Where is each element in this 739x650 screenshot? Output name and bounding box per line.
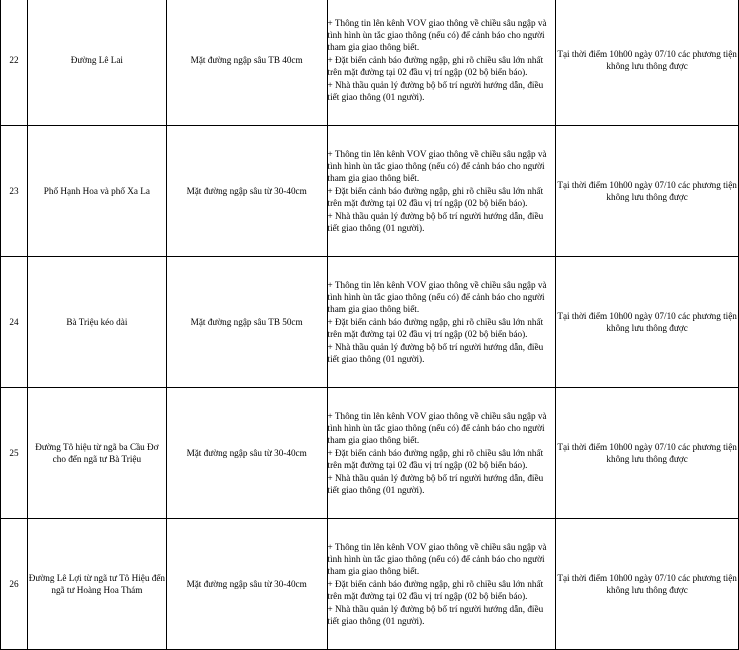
measure-item: + Thông tin lên kênh VOV giao thông về chiều sâu ngập và tình hình ùn tắc giao thông (nếu có) để cảnh báo cho người tham gia giao thông biết. — [327, 410, 547, 446]
traffic-status: Tại thời điểm 10h00 ngày 07/10 các phương tiện không lưu thông được — [556, 519, 739, 650]
response-measures — [327, 388, 556, 519]
table-row — [1, 126, 739, 257]
road-name: Đường Lê Lợi từ ngã tư Tô Hiệu đến ngã tư Hoàng Hoa Thám — [27, 519, 166, 650]
measure-item: + Thông tin lên kênh VOV giao thông về chiều sâu ngập và tình hình ùn tắc giao thông (nếu có) để cảnh báo cho người tham gia giao thông biết. — [327, 541, 547, 577]
measure-item: + Thông tin lên kênh VOV giao thông về chiều sâu ngập và tình hình ùn tắc giao thông (nếu có) để cảnh báo cho người tham gia giao thông biết. — [327, 148, 547, 184]
measure-item: + Nhà thầu quản lý đường bộ bố trí người hướng dẫn, điều tiết giao thông (01 người). — [327, 603, 544, 627]
measure-item: + Đặt biển cảnh báo đường ngập, ghi rõ chiều sâu lớn nhất trên mặt đường tại 02 đầu vị trí ngập (02 bộ biển báo). — [327, 54, 544, 78]
table-row — [1, 519, 739, 650]
row-number: 25 — [1, 388, 28, 519]
measure-item: + Đặt biển cảnh báo đường ngập, ghi rõ chiều sâu lớn nhất trên mặt đường tại 02 đầu vị trí ngập (02 bộ biển báo). — [327, 447, 544, 471]
measure-item: + Đặt biển cảnh báo đường ngập, ghi rõ chiều sâu lớn nhất trên mặt đường tại 02 đầu vị trí ngập (02 bộ biển báo). — [327, 578, 544, 602]
row-number: 24 — [1, 257, 28, 388]
response-measures — [327, 126, 556, 257]
traffic-status: Tại thời điểm 10h00 ngày 07/10 các phương tiện không lưu thông được — [556, 388, 739, 519]
response-measures — [327, 0, 556, 126]
measure-item: + Nhà thầu quản lý đường bộ bố trí người hướng dẫn, điều tiết giao thông (01 người). — [327, 341, 544, 365]
table-row — [1, 388, 739, 519]
table-row — [1, 257, 739, 388]
measure-item: + Thông tin lên kênh VOV giao thông về chiều sâu ngập và tình hình ùn tắc giao thông (nếu có) để cảnh báo cho người tham gia giao thông biết. — [327, 279, 547, 315]
flood-depth: Mặt đường ngập sâu từ 30-40cm — [166, 388, 327, 519]
row-number: 22 — [1, 0, 28, 126]
flood-depth: Mặt đường ngập sâu TB 50cm — [166, 257, 327, 388]
measure-item: + Nhà thầu quản lý đường bộ bố trí người hướng dẫn, điều tiết giao thông (01 người). — [327, 472, 544, 496]
measure-item: + Thông tin lên kênh VOV giao thông về chiều sâu ngập và tình hình ùn tắc giao thông (nếu có) để cảnh báo cho người tham gia giao thông biết. — [327, 17, 547, 53]
flood-depth: Mặt đường ngập sâu từ 30-40cm — [166, 519, 327, 650]
road-name: Bà Triệu kéo dài — [27, 257, 166, 388]
traffic-status: Tại thời điểm 10h00 ngày 07/10 các phương tiện không lưu thông được — [556, 0, 739, 126]
row-number: 23 — [1, 126, 28, 257]
row-number: 26 — [1, 519, 28, 650]
flood-depth: Mặt đường ngập sâu từ 30-40cm — [166, 126, 327, 257]
table-row — [1, 0, 739, 126]
road-name: Phố Hạnh Hoa và phố Xa La — [27, 126, 166, 257]
measure-item: + Nhà thầu quản lý đường bộ bố trí người hướng dẫn, điều tiết giao thông (01 người). — [327, 79, 544, 103]
measure-item: + Đặt biển cảnh báo đường ngập, ghi rõ chiều sâu lớn nhất trên mặt đường tại 02 đầu vị trí ngập (02 bộ biển báo). — [327, 316, 544, 340]
measure-item: + Nhà thầu quản lý đường bộ bố trí người hướng dẫn, điều tiết giao thông (01 người). — [327, 210, 544, 234]
road-name: Đường Tô hiệu từ ngã ba Cầu Đơ cho đến ngã tư Bà Triệu — [27, 388, 166, 519]
response-measures — [327, 519, 556, 650]
measure-item: + Đặt biển cảnh báo đường ngập, ghi rõ chiều sâu lớn nhất trên mặt đường tại 02 đầu vị trí ngập (02 bộ biển báo). — [327, 185, 544, 209]
traffic-status: Tại thời điểm 10h00 ngày 07/10 các phương tiện không lưu thông được — [556, 257, 739, 388]
flood-depth: Mặt đường ngập sâu TB 40cm — [166, 0, 327, 126]
road-name: Đường Lê Lai — [27, 0, 166, 126]
response-measures — [327, 257, 556, 388]
traffic-status: Tại thời điểm 10h00 ngày 07/10 các phương tiện không lưu thông được — [556, 126, 739, 257]
